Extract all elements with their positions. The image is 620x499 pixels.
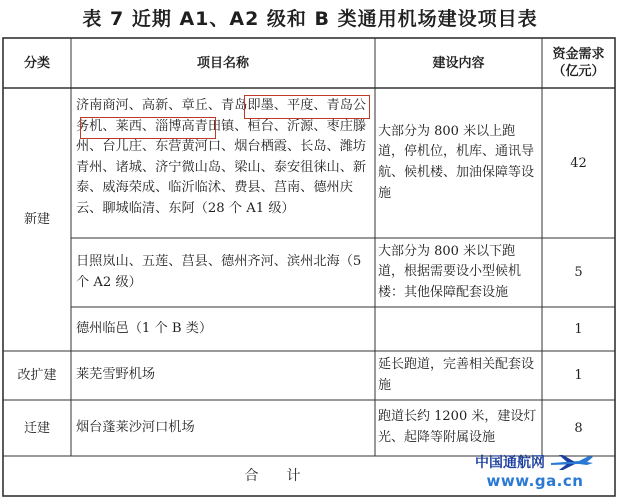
project-name-laiwu: 莱芜雪野机场 xyxy=(76,367,156,383)
site-watermark xyxy=(460,452,610,490)
fund-a2: 5 xyxy=(574,265,583,280)
project-name-b-class: 德州临邑（1 个 B 类） xyxy=(76,320,213,336)
watermark-url: www.ga.cn xyxy=(486,472,584,490)
fund-laiwu: 1 xyxy=(574,368,583,383)
construction-content-laiwu: 延长跑道，完善相关配套设施 xyxy=(378,356,535,393)
header-construction-content: 建设内容 xyxy=(432,55,485,71)
header-project-name: 项目名称 xyxy=(196,55,249,71)
construction-content-penglai: 跑道长约 1200 米，建设灯光、起降等附属设施 xyxy=(378,409,537,445)
table-title: 表 7 近期 A1、A2 级和 B 类通用机场建设项目表 xyxy=(82,8,538,30)
total-label: 合 计 xyxy=(244,467,301,484)
watermark-site-name: 中国通航网 xyxy=(475,455,545,471)
category-expansion: 改扩建 xyxy=(17,368,57,383)
header-fund-demand: 资金需求 （亿元） xyxy=(552,47,605,79)
project-name-a2-list: 日照岚山、五莲、莒县、德州齐河、滨州北海（5 个 A2 级） xyxy=(76,253,362,290)
construction-content-a1: 大部分为 800 米以上跑道，停机位，机库、通讯导航、候机楼、加油保障等设施 xyxy=(378,123,535,201)
project-name-a1-list: 济南商河、高新、章丘、青岛即墨、平度、青岛公务机、莱西、淄博高青田镇、桓台、沂源、枣庄滕州、台儿庄、东营黄河口、烟台栖霞、长岛、潍坊青州、诸城、济宁微山岛、梁山、泰安徂徕山、新泰、威海荣成、临沂临沭、费县、莒南、德州庆云、聊城临清、东阿（28 个 A1 级） xyxy=(76,98,367,216)
category-new-build: 新建 xyxy=(23,212,50,227)
header-category: 分类 xyxy=(23,55,50,71)
fund-penglai: 8 xyxy=(574,420,583,436)
project-name-penglai: 烟台蓬莱沙河口机场 xyxy=(76,419,195,435)
construction-content-a2: 大部分为 800 米以下跑道，根据需要设小型候机楼：其他保障配套设施 xyxy=(378,243,522,300)
fund-a1: 42 xyxy=(570,155,587,171)
fund-b-class: 1 xyxy=(574,321,583,337)
airplane-icon xyxy=(549,453,595,471)
category-relocation: 迁建 xyxy=(23,420,50,436)
